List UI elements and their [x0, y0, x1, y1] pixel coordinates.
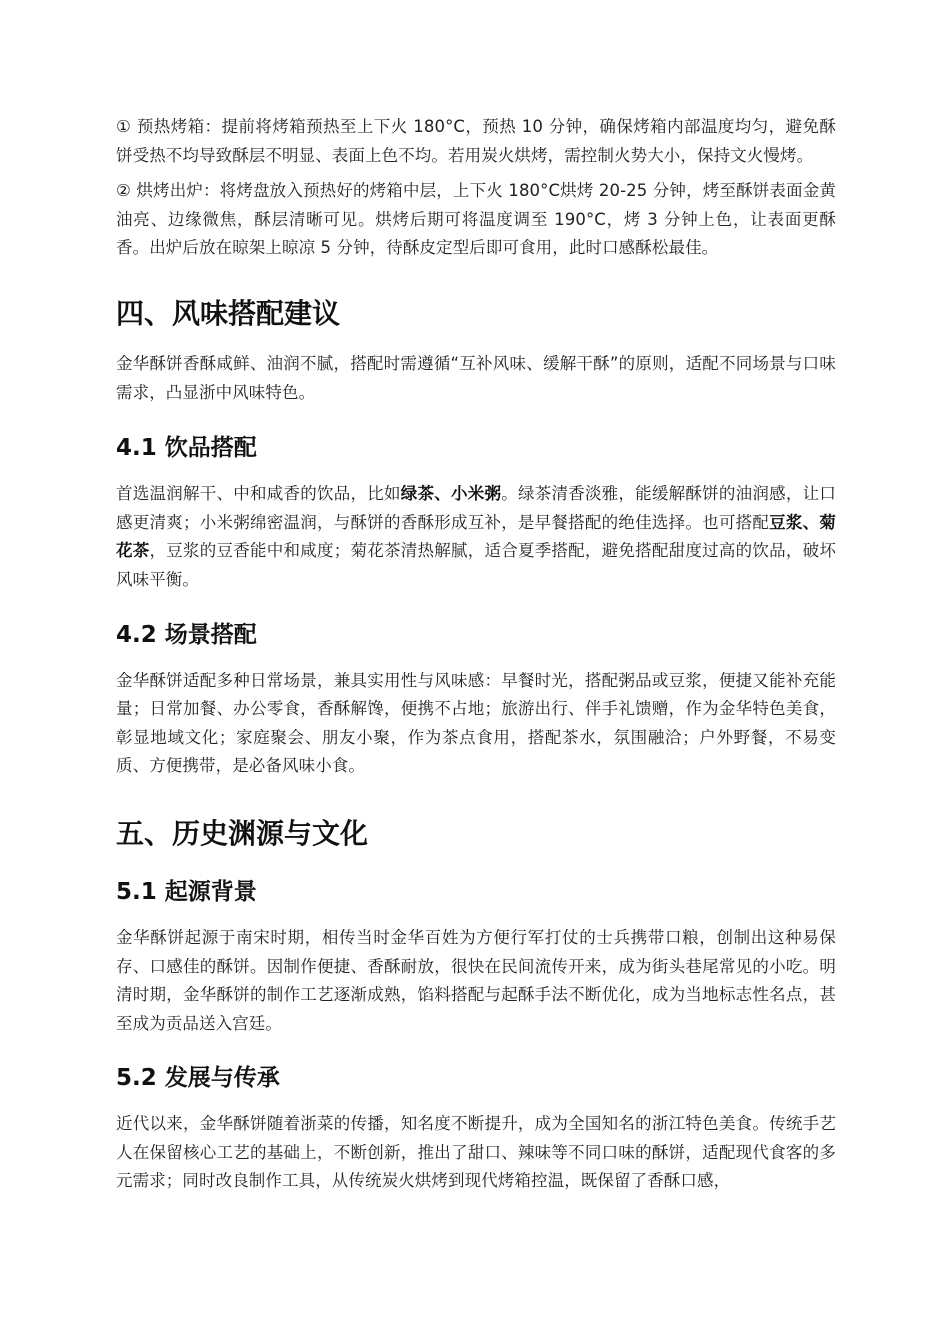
subsection-4-1-heading: 4.1 饮品搭配: [116, 435, 257, 462]
subsection-5-1-heading: 5.1 起源背景: [116, 878, 257, 905]
step-preheat-paragraph: ① 预热烤箱：提前将烤箱预热至上下火 180°C，预热 10 分钟，确保烤箱内部温度均匀，避免酥饼受热不均导致酥层不明显、表面上色不均。若用炭火烘烤，需控制火势大小，保持文火慢烤。: [116, 117, 836, 165]
drinks-text-1: 首选温润解干、中和咸香的饮品，比如: [116, 484, 401, 504]
origin-paragraph: 金华酥饼起源于南宋时期，相传当时金华百姓为方便行军打仗的士兵携带口粮，创制出这种易保存、口感佳的酥饼。因制作便捷、香酥耐放，很快在民间流传开来，成为街头巷尾常见的小吃。明清时期，金华酥饼的制作工艺逐渐成熟，馅料搭配与起酥手法不断优化，成为当地标志性名点，甚至成为贡品送入宫廷。: [116, 927, 836, 1033]
drinks-paragraph: [116, 480, 836, 594]
subsection-4-2-heading: 4.2 场景搭配: [116, 621, 257, 648]
document-page: [116, 113, 836, 1196]
section-5-heading: 五、历史渊源与文化: [116, 816, 369, 850]
subsection-5-2-heading: 5.2 发展与传承: [116, 1065, 280, 1092]
step-bake-paragraph: ② 烘烤出炉：将烤盘放入预热好的烤箱中层，上下火 180°C烘烤 20-25 分钟，烤至酥饼表面金黄油亮、边缘微焦，酥层清晰可见。烘烤后期可将温度调至 190°C，烤 3 分钟上色，让表面更酥香。出炉后放在晾架上晾凉 5 分钟，待酥皮定型后即可食用，此时口感酥松最佳。: [116, 181, 836, 258]
scenes-paragraph: 金华酥饼适配多种日常场景，兼具实用性与风味感：早餐时光，搭配粥品或豆浆，便捷又能补充能量；日常加餐、办公零食，香酥解馋，便携不占地；旅游出行、伴手礼馈赠，作为金华特色美食，彰显地域文化；家庭聚会、朋友小聚，作为茶点食用，搭配茶水，氛围融洽；户外野餐，不易变质、方便携带，是必备风味小食。: [116, 670, 836, 776]
drinks-bold-1: 绿茶、小米粥: [400, 484, 502, 504]
section-4-intro: 金华酥饼香酥咸鲜、油润不腻，搭配时需遵循“互补风味、缓解干酥”的原则，适配不同场景与口味需求，凸显浙中风味特色。: [116, 353, 836, 402]
drinks-text-2: 。绿茶清香淡雅，能缓解酥饼的油润感，让口感更清爽；小米粥绵密温润，与酥饼的香酥形成互补，是早餐搭配的绝佳选择。也可搭配: [116, 484, 837, 532]
heritage-paragraph: 近代以来，金华酥饼随着浙菜的传播，知名度不断提升，成为全国知名的浙江特色美食。传统手艺人在保留核心工艺的基础上，不断创新，推出了甜口、辣味等不同口味的酥饼，适配现代食客的多元需求；同时改良制作工具，从传统炭火烘烤到现代烤箱控温，既保留了香酥口感，: [116, 1114, 836, 1191]
section-4-heading: 四、风味搭配建议: [116, 296, 341, 330]
drinks-bold-2: 豆浆、菊花茶: [116, 512, 836, 561]
drinks-text-3: ，豆浆的豆香能中和咸度；菊花茶清热解腻，适合夏季搭配，避免搭配甜度过高的饮品，破坏风味平衡。: [116, 541, 836, 589]
